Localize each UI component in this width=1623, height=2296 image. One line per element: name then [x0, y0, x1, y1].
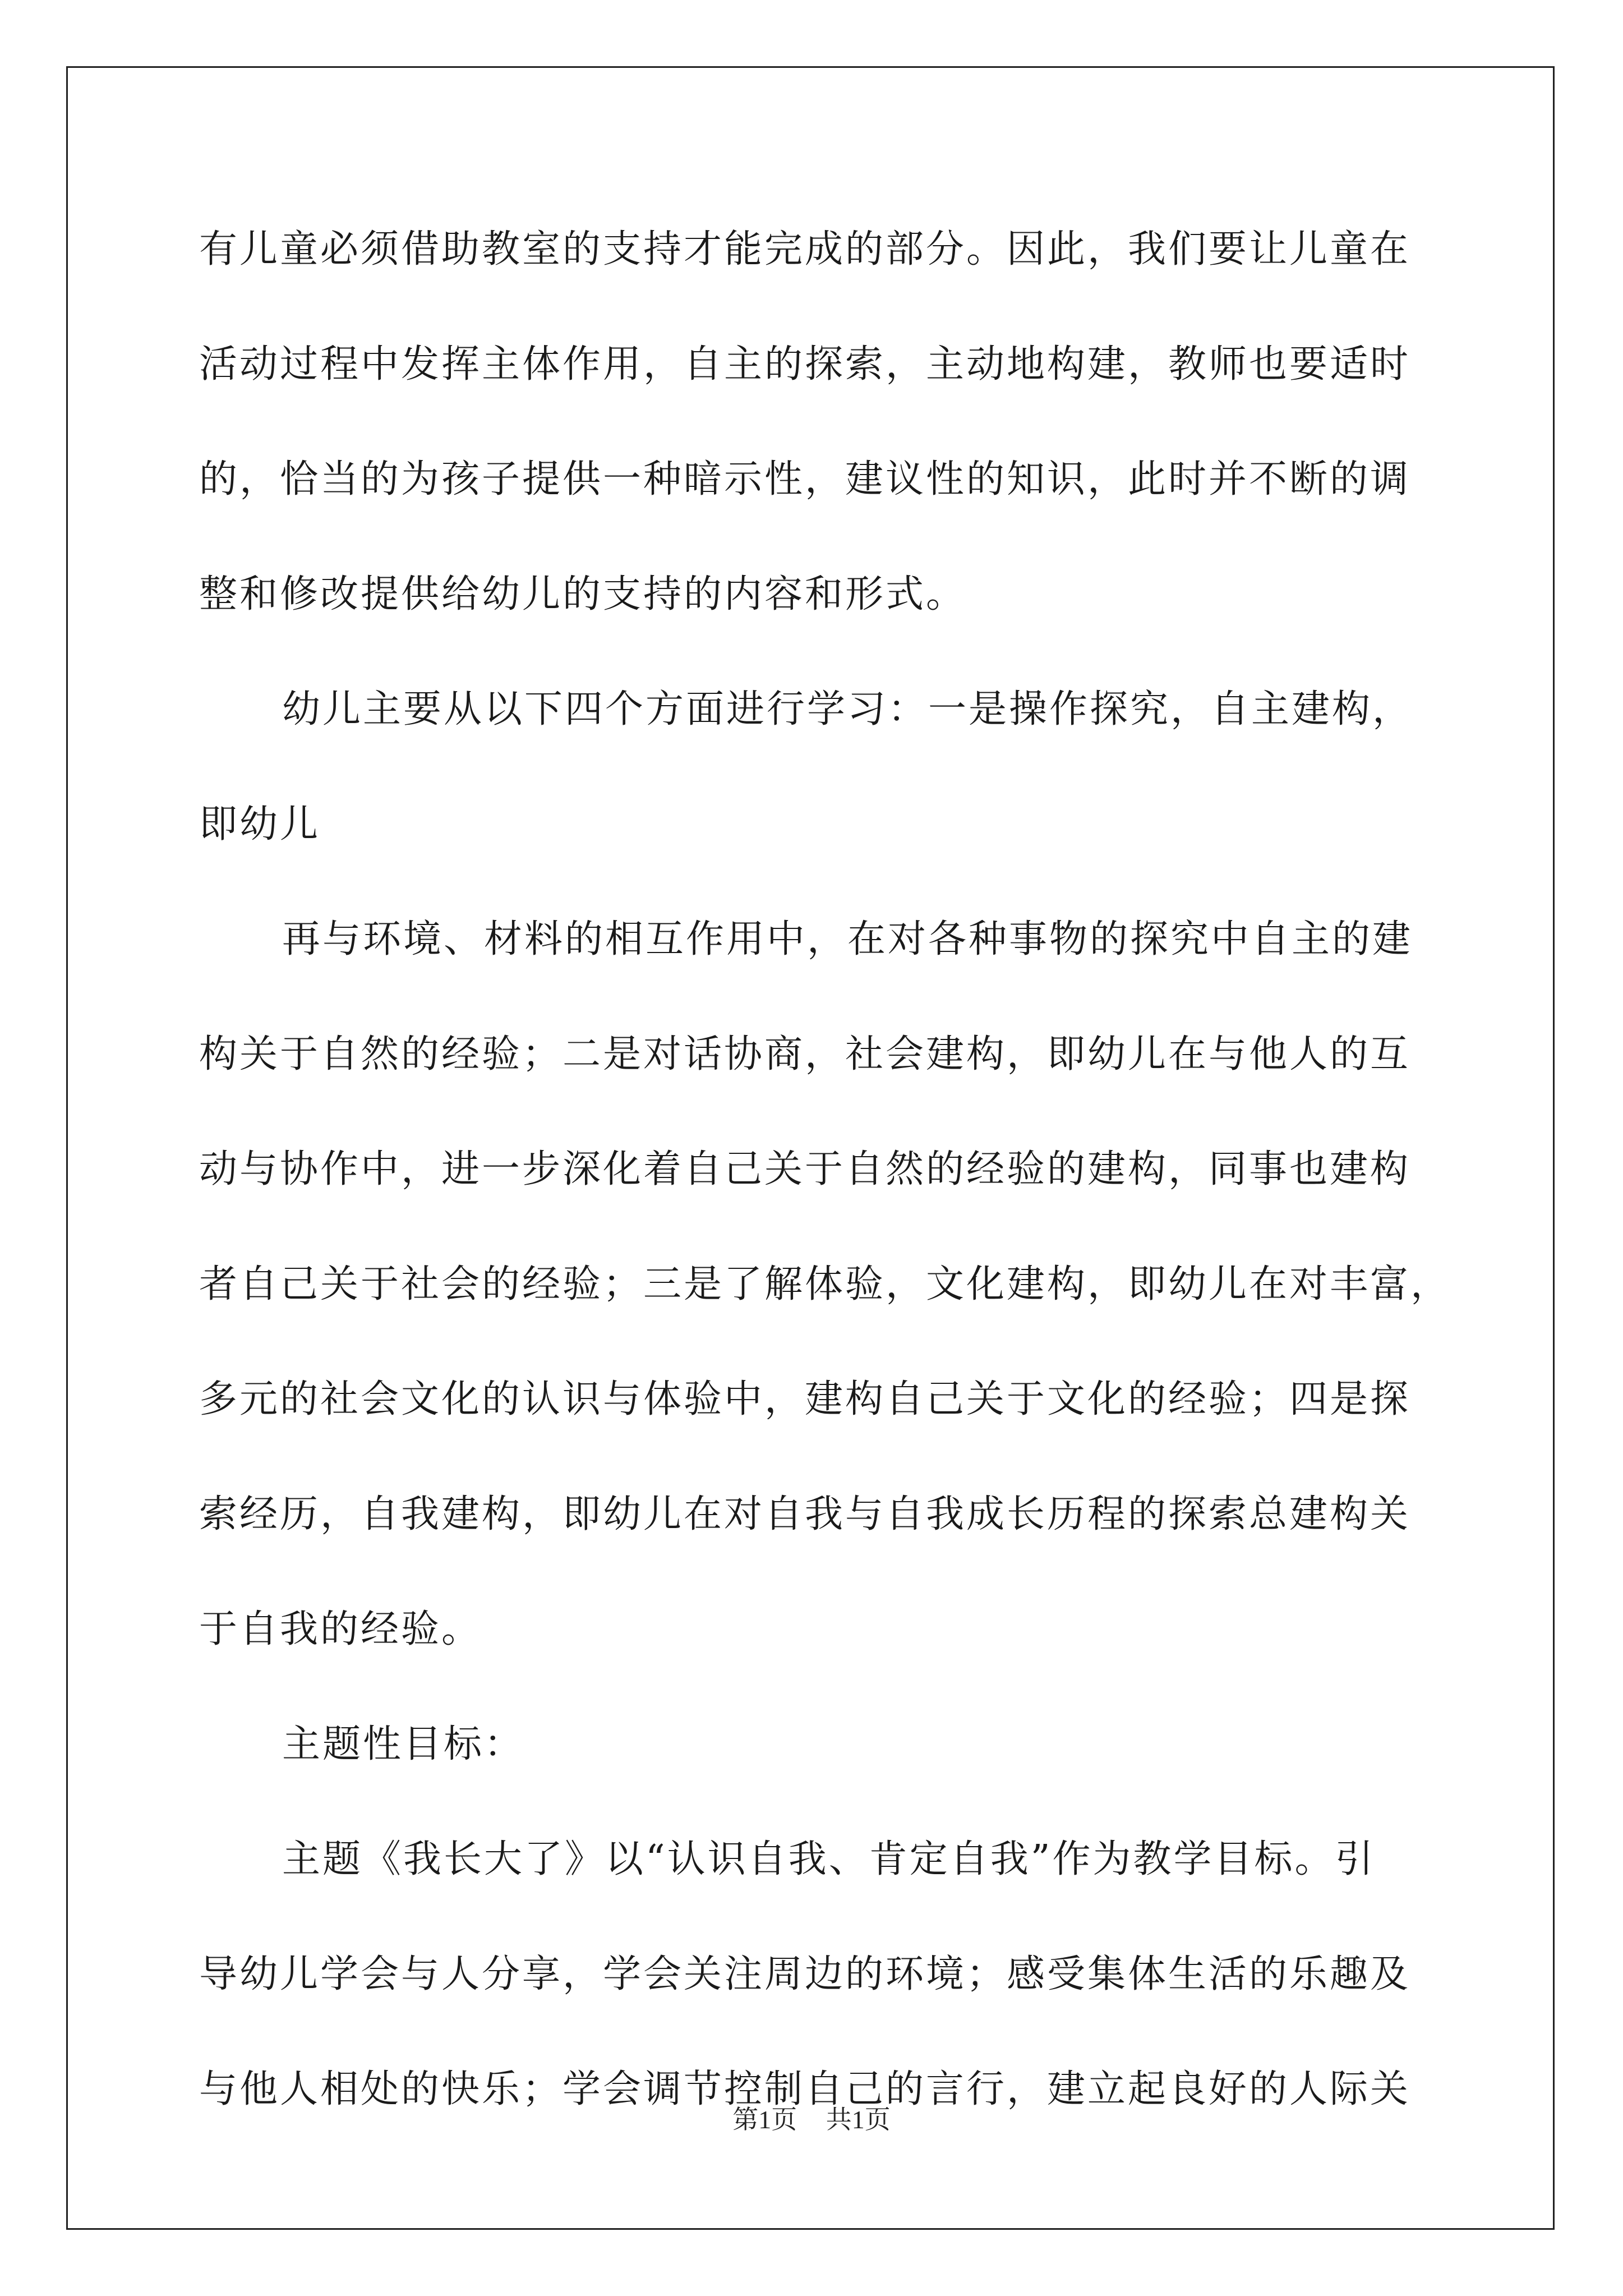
text-line: 构关于自然的经验；二是对话协商，社会建构，即幼儿在与他人的互 — [199, 1032, 1411, 1076]
text-line: 的，恰当的为孩子提供一种暗示性，建议性的知识，此时并不断的调 — [199, 457, 1411, 501]
page-total: 共1页 — [826, 2105, 891, 2134]
text-line: 者自己关于社会的经验；三是了解体验，文化建构，即幼儿在对丰富， — [199, 1262, 1451, 1306]
text-line: 活动过程中发挥主体作用，自主的探索，主动地构建，教师也要适时 — [199, 342, 1411, 386]
paragraph-first-line: 再与环境、材料的相互作用中，在对各种事物的探究中自主的建 — [282, 917, 1413, 961]
text-line: 索经历，自我建构，即幼儿在对自我与自我成长历程的探索总建构关 — [199, 1492, 1411, 1536]
text-line: 导幼儿学会与人分享，学会关注周边的环境；感受集体生活的乐趣及 — [199, 1952, 1411, 1996]
text-line: 与他人相处的快乐；学会调节控制自己的言行，建立起良好的人际关 — [199, 2067, 1411, 2111]
text-line: 有儿童必须借助教室的支持才能完成的部分。因此，我们要让儿童在 — [199, 227, 1411, 272]
section-heading: 主题性目标： — [282, 1722, 525, 1766]
text-line: 整和修改提供给幼儿的支持的内容和形式。 — [199, 572, 967, 616]
text-line: 多元的社会文化的认识与体验中，建构自己关于文化的经验；四是探 — [199, 1377, 1411, 1421]
text-line: 动与协作中，进一步深化着自己关于自然的经验的建构，同事也建构 — [199, 1147, 1411, 1191]
document-body — [199, 213, 1478, 2168]
paragraph-first-line: 幼儿主要从以下四个方面进行学习：一是操作探究，自主建构， — [282, 687, 1413, 731]
text-line: 即幼儿 — [199, 802, 321, 846]
page-footer — [0, 2099, 1623, 2136]
text-line: 于自我的经验。 — [199, 1607, 482, 1651]
page-number: 第1页 — [732, 2105, 797, 2134]
paragraph-first-line: 主题《我长大了》以“认识自我、肯定自我”作为教学目标。引 — [282, 1837, 1376, 1881]
